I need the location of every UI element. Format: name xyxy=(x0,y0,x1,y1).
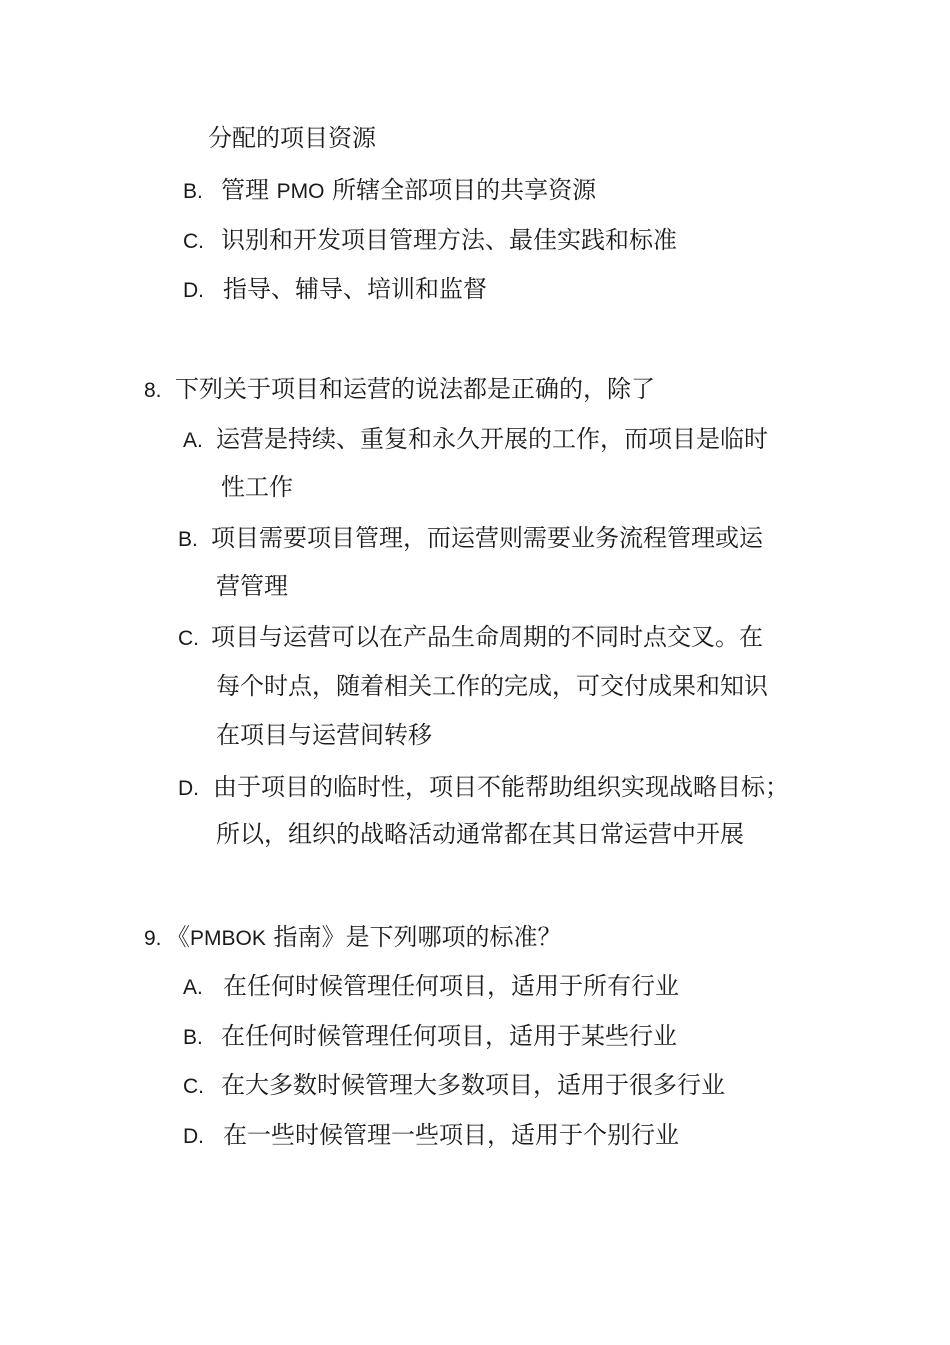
q8-option-c xyxy=(178,621,763,653)
question-number: 8. xyxy=(144,379,162,402)
question-stem-rest: 指南》是下列哪项的标准？ xyxy=(265,923,562,951)
option-text: 在任何时候管理任何项目，适用于所有行业 xyxy=(223,972,679,1000)
option-label: C. xyxy=(183,1075,204,1098)
option-text: 指导、辅导、培训和监督 xyxy=(223,275,487,303)
option-label: B. xyxy=(178,528,198,551)
option-label: D. xyxy=(183,1125,204,1148)
q8-stem xyxy=(144,373,655,405)
question-stem-open: 《 xyxy=(166,923,190,951)
option-text: 营管理 xyxy=(216,572,288,600)
option-text: 项目与运营可以在产品生命周期的不同时点交叉。在 xyxy=(211,623,763,651)
option-text: 项目需要项目管理，而运营则需要业务流程管理或运 xyxy=(211,524,763,552)
q9-option-d xyxy=(183,1119,679,1151)
option-label: A. xyxy=(183,429,203,452)
q8-option-d-line2 xyxy=(216,818,744,850)
option-text: 在一些时候管理一些项目，适用于个别行业 xyxy=(223,1121,679,1149)
q9-option-a xyxy=(183,970,679,1002)
option-label: D. xyxy=(178,777,199,800)
q8-option-a-line2 xyxy=(221,471,293,503)
option-label: C. xyxy=(183,230,204,253)
option-text: 所以，组织的战略活动通常都在其日常运营中开展 xyxy=(216,820,744,848)
option-label: B. xyxy=(183,1026,203,1049)
q8-option-c-line3 xyxy=(216,719,432,751)
option-text-en: PMO xyxy=(276,180,325,203)
question-stem-en: PMBOK xyxy=(190,927,266,950)
q8-option-b-line2 xyxy=(216,570,288,602)
option-text-pre: 管理 xyxy=(221,176,277,204)
q9-option-c xyxy=(183,1069,725,1101)
option-label: A. xyxy=(183,976,203,999)
q7-option-c xyxy=(183,224,677,256)
option-text: 由于项目的临时性，项目不能帮助组织实现战略目标； xyxy=(213,773,789,801)
q7-option-b xyxy=(183,174,596,206)
option-text: 每个时点，随着相关工作的完成，可交付成果和知识 xyxy=(216,672,768,700)
q8-option-a xyxy=(183,423,768,455)
option-label: B. xyxy=(183,180,203,203)
option-text: 运营是持续、重复和永久开展的工作，而项目是临时 xyxy=(216,425,768,453)
option-text: 在大多数时候管理大多数项目，适用于很多行业 xyxy=(221,1071,725,1099)
question-stem: 下列关于项目和运营的说法都是正确的，除了 xyxy=(175,375,655,403)
option-text: 识别和开发项目管理方法、最佳实践和标准 xyxy=(221,226,677,254)
q9-option-b xyxy=(183,1020,677,1052)
option-text: 性工作 xyxy=(221,473,293,501)
q8-option-d xyxy=(178,771,789,803)
q8-option-b xyxy=(178,522,763,554)
q8-option-c-line2 xyxy=(216,670,768,702)
option-label: C. xyxy=(178,627,199,650)
option-text-post: 所辖全部项目的共享资源 xyxy=(324,176,597,204)
question-number: 9. xyxy=(144,927,162,950)
option-label: D. xyxy=(183,279,204,302)
q7-option-d xyxy=(183,273,487,305)
option-text: 分配的项目资源 xyxy=(208,124,376,152)
q9-stem xyxy=(144,921,562,953)
option-text: 在项目与运营间转移 xyxy=(216,721,432,749)
q7-option-a-continuation xyxy=(208,122,376,154)
option-text: 在任何时候管理任何项目，适用于某些行业 xyxy=(221,1022,677,1050)
